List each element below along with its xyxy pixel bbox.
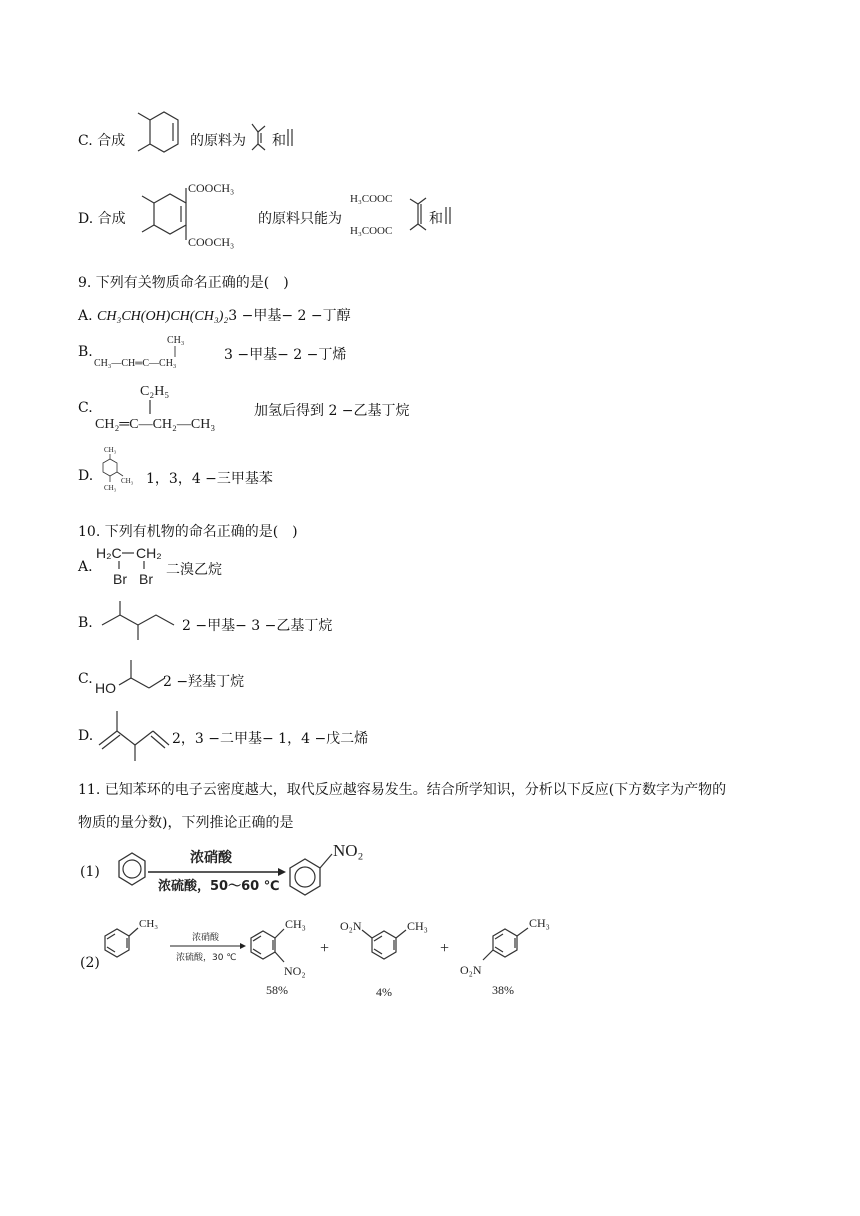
reaction-1-label: (1) bbox=[80, 864, 100, 880]
q8d-text3: 和 bbox=[429, 211, 443, 227]
option-letter: C. bbox=[78, 400, 93, 416]
plus-2: + bbox=[440, 940, 450, 957]
q8c-cyclohexene-structure bbox=[132, 112, 192, 162]
plus-1: + bbox=[320, 940, 330, 957]
main-chain: CH₂═C—CH₂—CH₃ bbox=[95, 417, 216, 432]
reagent-top: 浓硝酸 bbox=[192, 933, 220, 943]
reaction-2-scheme bbox=[100, 910, 560, 1002]
q9-option-d bbox=[78, 468, 93, 484]
p2-nitro: O₂N bbox=[340, 919, 362, 933]
q11-stem-line1: 11. 已知苯环的电子云密度越大，取代反应越容易发生。结合所学知识，分析以下反应(下方数字为产物的 bbox=[78, 782, 727, 798]
q9d-name: 1，3，4 −三甲基苯 bbox=[146, 471, 273, 487]
hydroxyl-label: HO bbox=[95, 680, 116, 696]
substituent-bottom: COOCH₃ bbox=[188, 235, 235, 249]
p1-methyl: CH₃ bbox=[285, 917, 306, 931]
q8d-text2: 的原料只能为 bbox=[258, 211, 342, 227]
p1-percent: 58% bbox=[266, 983, 288, 997]
option-letter: D. bbox=[78, 728, 94, 744]
q8d-diester-structure bbox=[132, 180, 252, 250]
option-name: 3 −甲基− 2 −丁醇 bbox=[228, 308, 351, 324]
q10a-name: 二溴乙烷 bbox=[166, 562, 222, 578]
q10-option-d bbox=[78, 728, 93, 744]
bromine-2: Br bbox=[139, 571, 153, 587]
q9b-structure bbox=[94, 333, 224, 369]
methyl-mid: CH₃ bbox=[121, 477, 134, 485]
q10-option-b bbox=[78, 615, 93, 631]
branch-ethyl: C₂H₅ bbox=[140, 384, 170, 399]
q8c-text3: 和 bbox=[272, 133, 286, 149]
carbon-2: CH₂ bbox=[136, 545, 162, 561]
q10-option-a bbox=[78, 559, 93, 575]
q9-stem: 9. 下列有关物质命名正确的是( ) bbox=[78, 275, 289, 291]
methyl-top: CH₃ bbox=[104, 446, 117, 454]
option-letter: B. bbox=[78, 615, 93, 631]
branch-methyl: CH₃ bbox=[167, 335, 185, 346]
q8c-diene-structure bbox=[250, 122, 272, 154]
option-text: 合成 bbox=[97, 133, 126, 149]
option-letter: D. bbox=[78, 211, 94, 227]
reagent-bottom: 浓硫酸，30 ℃ bbox=[176, 953, 237, 963]
substituent-top: COOCH₃ bbox=[188, 181, 235, 195]
reaction-2-label: (2) bbox=[80, 955, 100, 971]
option-letter: A. bbox=[78, 559, 93, 575]
p3-methyl: CH₃ bbox=[529, 916, 550, 930]
q9-option-c bbox=[78, 400, 93, 416]
carbon-1: H₂C bbox=[96, 545, 122, 561]
methyl-bot: CH₃ bbox=[104, 484, 117, 492]
p2-methyl: CH₃ bbox=[407, 919, 428, 933]
q10-stem: 10. 下列有机物的命名正确的是( ) bbox=[78, 524, 298, 540]
q8d-alkyne-ester-structure bbox=[350, 190, 430, 240]
q10a-dibromoethane-structure bbox=[96, 544, 168, 588]
formula: CH₃CH(OH)CH(CH₃)₂ bbox=[97, 309, 229, 324]
q9-option-a bbox=[78, 305, 351, 325]
q8d-ethene-structure bbox=[445, 206, 453, 226]
q8-option-c bbox=[78, 130, 125, 150]
q10b-name: 2 −甲基− 3 −乙基丁烷 bbox=[182, 618, 333, 634]
reagent-bottom: 浓硫酸，50～60 ℃ bbox=[158, 879, 280, 894]
option-text: 合成 bbox=[97, 211, 126, 227]
reactant-methyl: CH₃ bbox=[139, 918, 159, 930]
q9c-name: 加氢后得到 2 −乙基丁烷 bbox=[254, 403, 410, 419]
q11-stem-line2: 物质的量分数)，下列推论正确的是 bbox=[78, 815, 294, 831]
q9d-trimethylbenzene-structure bbox=[93, 446, 143, 498]
q10d-name: 2，3 −二甲基− 1，4 −戊二烯 bbox=[172, 731, 369, 747]
option-letter: C. bbox=[78, 671, 93, 687]
option-letter: A. bbox=[78, 308, 93, 324]
q10-option-c bbox=[78, 671, 93, 687]
q8c-text2: 的原料为 bbox=[190, 133, 246, 149]
p1-nitro: NO₂ bbox=[284, 964, 306, 978]
q9b-name: 3 −甲基− 2 −丁烯 bbox=[224, 347, 347, 363]
reagent-top-group: H₃COOC bbox=[350, 193, 393, 205]
reagent-bottom-group: H₃COOC bbox=[350, 225, 393, 237]
nitro-group: NO₂ bbox=[333, 841, 364, 860]
q10d-diene-structure bbox=[97, 707, 177, 765]
q9c-structure bbox=[95, 380, 255, 432]
reagent-top: 浓硝酸 bbox=[190, 850, 232, 866]
option-letter: D. bbox=[78, 468, 94, 484]
reaction-1-scheme bbox=[100, 840, 380, 910]
q9-option-b bbox=[78, 344, 93, 360]
p3-nitro: O₂N bbox=[460, 963, 482, 977]
q10b-skeletal-structure bbox=[100, 598, 180, 646]
q8c-ethene-structure bbox=[287, 128, 295, 148]
p2-percent: 4% bbox=[376, 985, 392, 999]
p3-percent: 38% bbox=[492, 983, 514, 997]
q10c-name: 2 −羟基丁烷 bbox=[163, 674, 245, 690]
option-letter: C. bbox=[78, 133, 93, 149]
main-chain: CH₃—CH═C—CH₃ bbox=[94, 358, 177, 369]
q8-option-d bbox=[78, 208, 126, 228]
bromine-1: Br bbox=[113, 571, 127, 587]
option-letter: B. bbox=[78, 344, 93, 360]
